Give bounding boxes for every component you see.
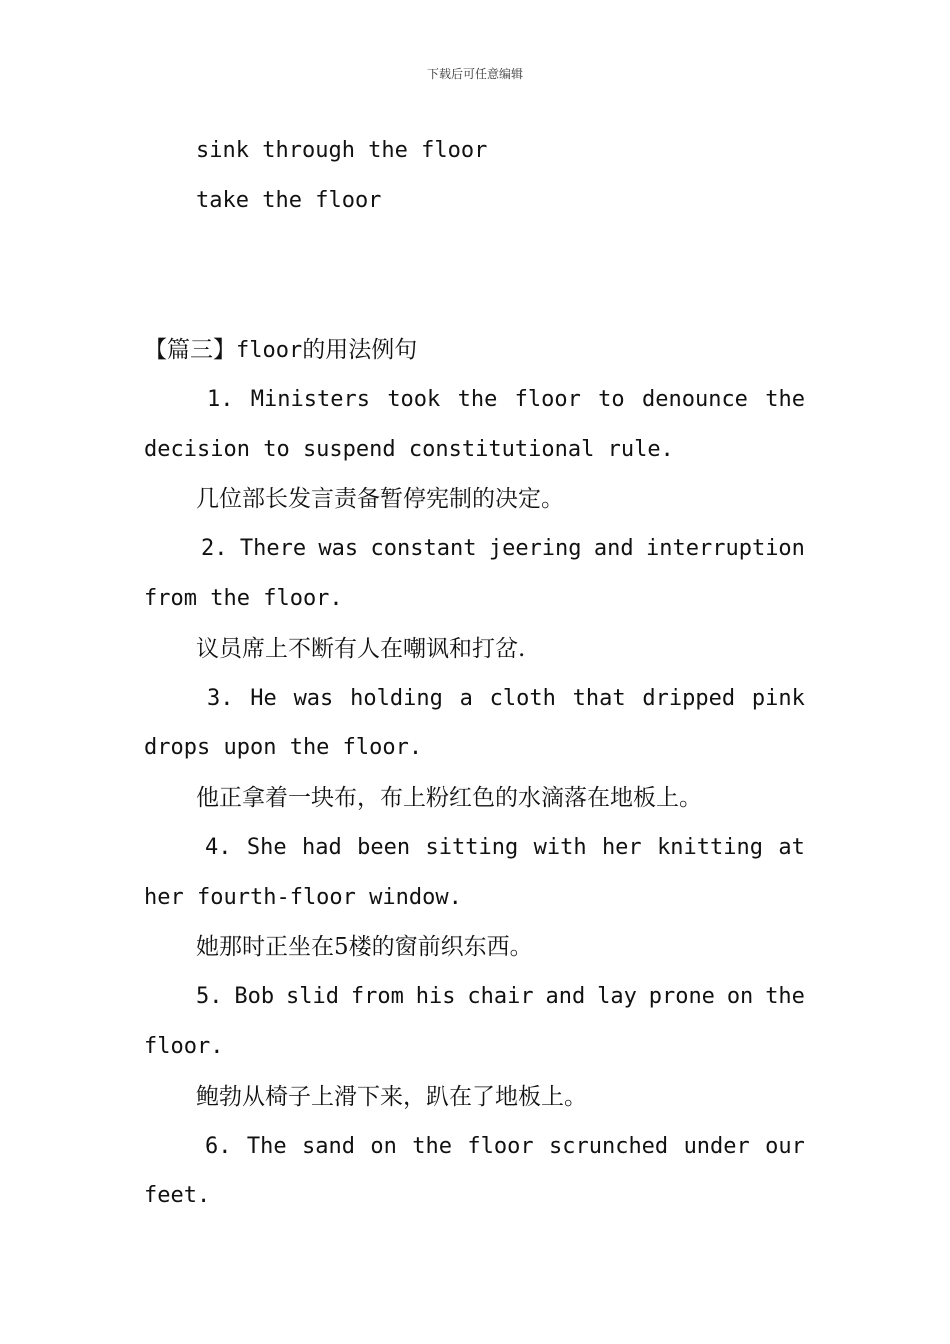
example-2-line-1 — [201, 534, 805, 564]
word: our — [765, 1134, 805, 1159]
example-4-line-2: her fourth-floor window. — [144, 885, 462, 910]
word: interruption — [645, 536, 805, 561]
word: The — [246, 1134, 287, 1159]
phrase-line: sink through the floor — [196, 138, 488, 163]
word: the — [765, 387, 805, 412]
word: on — [370, 1134, 397, 1159]
example-1-line-1 — [207, 385, 805, 415]
example-1-translation: 几位部长发言责备暂停宪制的决定。 — [196, 486, 564, 512]
example-4-translation: 她那时正坐在5楼的窗前织东西。 — [196, 934, 533, 960]
word: She — [246, 835, 287, 860]
page-header-note: 下载后可任意编辑 — [426, 67, 523, 81]
phrase-line: take the floor — [196, 188, 382, 213]
example-5-line-1 — [196, 982, 805, 1012]
word: There — [239, 536, 307, 561]
section-heading-suffix: 的用法例句 — [302, 337, 418, 363]
word: took — [387, 387, 441, 412]
section-heading-word: floor — [236, 338, 303, 363]
example-6-line-2: feet. — [144, 1183, 211, 1208]
word: floor — [514, 387, 581, 412]
example-6-line-1 — [205, 1132, 805, 1162]
word: dripped — [642, 686, 736, 711]
example-2-line-2: from the floor. — [144, 586, 343, 611]
example-3-line-2: drops upon the floor. — [144, 735, 423, 760]
word: been — [357, 835, 411, 860]
word: and — [593, 536, 634, 561]
word: her — [601, 835, 642, 860]
section-heading-prefix: 【篇三】 — [144, 337, 236, 363]
word: floor — [467, 1134, 534, 1159]
word: denounce — [641, 387, 748, 412]
word: Bob — [234, 984, 275, 1009]
word: from — [350, 984, 404, 1009]
word: was — [318, 536, 359, 561]
word: had — [302, 835, 342, 860]
example-5-line-2: floor. — [144, 1034, 224, 1059]
word: 5. — [196, 984, 223, 1009]
word: and — [545, 984, 586, 1009]
word: 4. — [205, 835, 232, 860]
example-2-translation: 议员席上不断有人在嘲讽和打岔. — [196, 636, 526, 662]
word: with — [533, 835, 587, 860]
example-3-line-1 — [207, 684, 805, 714]
word: 6. — [205, 1134, 232, 1159]
word: that — [572, 686, 626, 711]
word: his — [415, 984, 456, 1009]
word: 2. — [201, 536, 228, 561]
word: chair — [467, 984, 534, 1009]
example-1-line-2: decision to suspend constitutional rule. — [144, 437, 674, 462]
word: a — [459, 686, 473, 711]
section-heading — [144, 335, 417, 366]
word: cloth — [489, 686, 556, 711]
word: pink — [751, 686, 805, 711]
word: knitting — [657, 835, 764, 860]
word: prone — [648, 984, 715, 1009]
word: under — [683, 1134, 750, 1159]
word: Ministers — [250, 387, 371, 412]
word: 1. — [207, 387, 234, 412]
word: lay — [597, 984, 637, 1009]
word: holding — [350, 686, 443, 711]
word: on — [726, 984, 754, 1009]
example-4-line-1 — [205, 833, 805, 863]
word: scrunched — [548, 1134, 669, 1159]
word: slid — [286, 984, 339, 1009]
word: sitting — [425, 835, 519, 860]
example-5-translation: 鲍勃从椅子上滑下来，趴在了地板上。 — [196, 1084, 587, 1110]
word: the — [765, 984, 805, 1009]
word: sand — [302, 1134, 355, 1159]
word: the — [412, 1134, 452, 1159]
word: the — [457, 387, 498, 412]
word: at — [778, 835, 805, 860]
word: He — [250, 686, 277, 711]
word: 3. — [207, 686, 234, 711]
word: jeering — [488, 536, 582, 561]
word: constant — [370, 536, 477, 561]
word: to — [598, 387, 625, 412]
example-3-translation: 他正拿着一块布，布上粉红色的水滴落在地板上。 — [196, 785, 702, 811]
word: was — [293, 686, 334, 711]
